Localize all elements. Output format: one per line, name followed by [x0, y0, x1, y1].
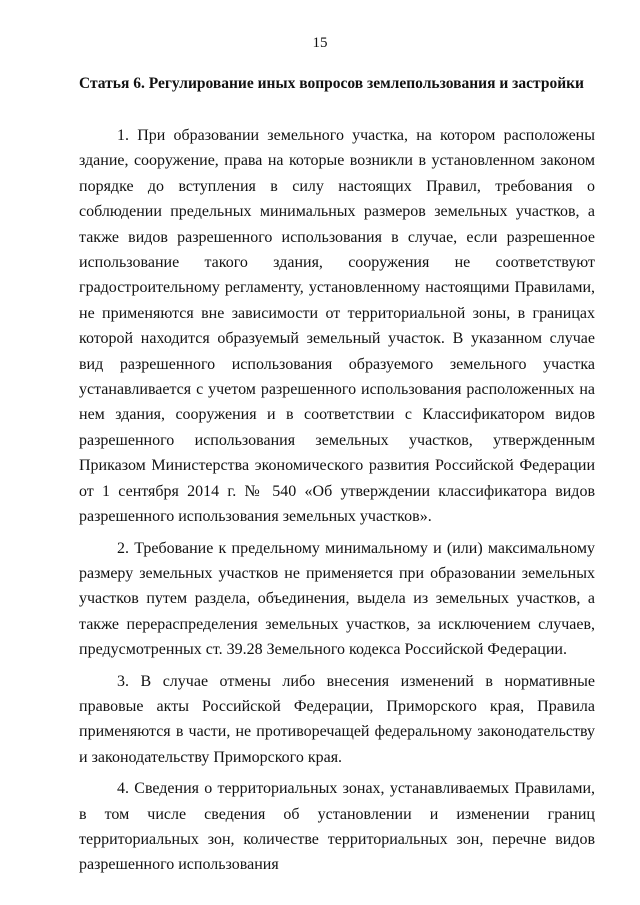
article-heading: Статья 6. Регулирование иных вопросов землепользования и застройки	[79, 75, 584, 92]
article-body	[79, 123, 595, 878]
paragraph-1: 1. При образовании земельного участка, на котором расположены здание, сооружение, права на которые возникли в установленном законом порядке до вступления в силу настоящих Правил, требования о соблюдении предельных минимальных размеров земельных участков, а также видов разрешенного использования в случае, если разрешенное использование такого здания, сооружения не соответствуют градостроительному регламенту, установленному настоящими Правилами, не применяются вне зависимости от территориальной зоны, в границах которой находится образуемый земельный участок. В указанном случае вид разрешенного использования образуемого земельного участка устанавливается с учетом разрешенного использования расположенных на нем здания, сооружения и в соответствии с Классификатором видов разрешенного использования земельных участков, утвержденным Приказом Министерства экономического развития Российской Федерации от 1 сентября 2014 г. № 540 «Об утверждении классификатора видов разрешенного использования земельных участков».	[79, 127, 595, 526]
paragraph-2: 2. Требование к предельному минимальному и (или) максимальному размеру земельных участков не применяется при образовании земельных участков путем раздела, объединения, выдела из земельных участков, а также перераспределения земельных участков, за исключением случаев, предусмотренных ст. 39.28 Земельного кодекса Российской Федерации.	[79, 539, 595, 659]
paragraph-4: 4. Сведения о территориальных зонах, устанавливаемых Правилами, в том числе сведения об установлении и изменении границ территориальных зон, количестве территориальных зон, перечне видов разрешенного использования	[79, 780, 595, 874]
page-number: 15	[312, 35, 328, 51]
paragraph-3: 3. В случае отмены либо внесения изменений в нормативные правовые акты Российской Федерации, Приморского края, Правила применяются в части, не противоречащей федеральному законодательству и законодательству Приморского края.	[79, 672, 595, 766]
